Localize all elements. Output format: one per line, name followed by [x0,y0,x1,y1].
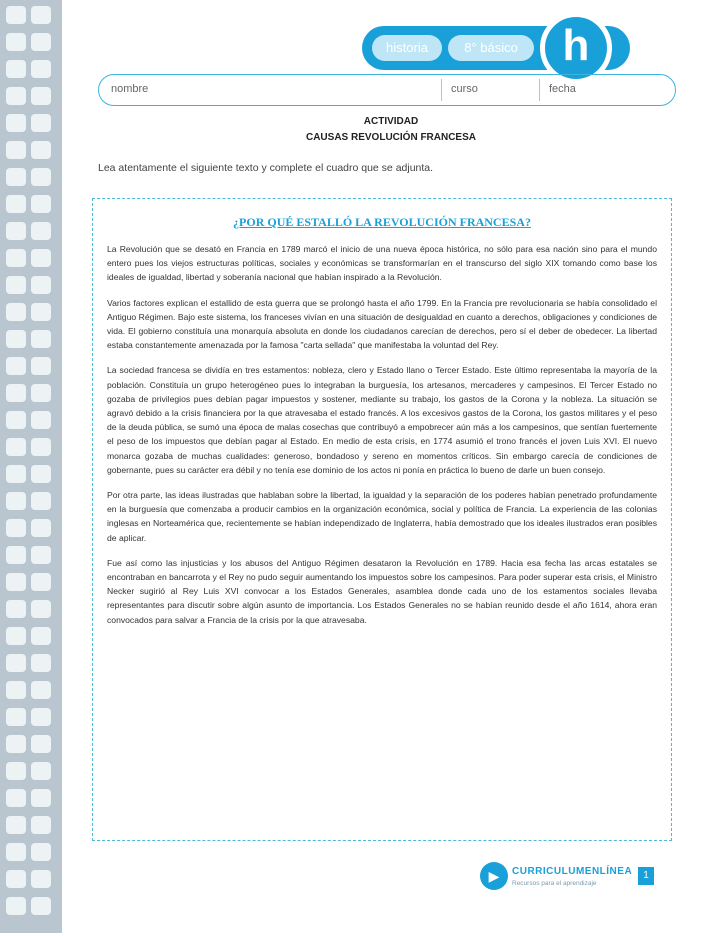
binding-ring [31,681,51,699]
binding-ring [6,897,26,915]
binding-ring [6,735,26,753]
binding-ring [31,573,51,591]
binding-ring [31,816,51,834]
binding-ring-row [6,870,56,888]
binding-ring [31,411,51,429]
binding-ring [6,789,26,807]
binding-ring [6,843,26,861]
divider [441,79,442,101]
binding-ring [31,735,51,753]
binding-ring [6,546,26,564]
binding-ring-row [6,681,56,699]
paragraph: Fue así como las injusticias y los abusos del Antiguo Régimen desataron la Revolución en 1789. Hacia esa fecha las arcas estatales se encontraban en bancarrota y el Rey no pudo seguir aumentando los impuestos sobre los campesinos. Para poder superar esta crisis, el Ministro Necker sugirió al Rey Luis XVI convocar a los Estados Generales, asamblea donde cada uno de los estamentos sociales llevaba representantes para discutir sobre algún asunto de importancia. Los Estados Generales no se habían reunido desde el año 1614, ahora eran convocados para salvar a Francia de la crisis por la que atravesaba. [107,557,657,625]
binding-ring [31,708,51,726]
binding-ring-row [6,546,56,564]
paragraph: La Revolución que se desató en Francia en 1789 marcó el inicio de una nueva época histórica, no sólo para esa nación sino para el mundo entero pues los viejos estructuras políticas, sociales y económicas se transformarían en el transcurso del siglo XIX tomando como base los ideales de igualdad, libertad y soberanía nacional que habían inspirado a la Revolución. [107,244,657,283]
binding-ring [31,330,51,348]
binding-ring [6,222,26,240]
binding-ring [6,195,26,213]
binding-ring-row [6,33,56,51]
binding-ring-row [6,384,56,402]
name-field[interactable]: nombre [111,83,149,95]
binding-ring [31,384,51,402]
binding-ring [31,465,51,483]
binding-ring [31,546,51,564]
binding-ring-row [6,411,56,429]
binding-ring [31,87,51,105]
binding-ring [6,330,26,348]
binding-ring [31,303,51,321]
binding-ring [31,843,51,861]
play-icon: ▶ [480,862,508,890]
grade-tag: 8° básico [448,35,534,61]
binding-ring [31,33,51,51]
history-logo-icon: h [540,12,612,84]
binding-ring [6,60,26,78]
binding-ring-row [6,303,56,321]
binding-ring [31,357,51,375]
binding-ring-row [6,195,56,213]
binding-ring [6,357,26,375]
binding-ring [6,492,26,510]
binding-ring-row [6,141,56,159]
binding-ring [6,438,26,456]
reading-box [92,198,672,841]
binding-ring [31,168,51,186]
binding-ring-row [6,519,56,537]
course-field[interactable]: curso [451,83,478,95]
binding-ring [6,249,26,267]
binding-ring [31,627,51,645]
activity-label: ACTIVIDAD [363,116,419,127]
reading-title: ¿POR QUÉ ESTALLÓ LA REVOLUCIÓN FRANCESA? [233,215,531,229]
binding-ring [31,492,51,510]
binding-ring-row [6,87,56,105]
binding-ring [31,762,51,780]
binding-ring [31,519,51,537]
footer-brand: CURRICULUMENLÍNEA [512,866,633,877]
binding-ring [6,465,26,483]
binding-ring [31,6,51,24]
activity-subtitle: CAUSAS REVOLUCIÓN FRANCESA [305,132,476,143]
binding-ring [6,6,26,24]
binding-ring [6,573,26,591]
binding-ring-row [6,330,56,348]
binding-ring [31,141,51,159]
binding-ring-row [6,357,56,375]
binding-ring-row [6,573,56,591]
binding-ring-row [6,492,56,510]
date-field[interactable]: fecha [549,83,576,95]
binding-ring [31,249,51,267]
binding-ring-row [6,465,56,483]
binding-ring [31,438,51,456]
binding-ring-row [6,735,56,753]
divider [539,79,540,101]
binding-ring [31,600,51,618]
student-info-form [98,74,676,106]
paragraph: La sociedad francesa se dividía en tres estamentos: nobleza, clero y Estado llano o Tercer Estado. Este último representaba la mayoría de la población. Constituía un grupo heterogéneo pues lo integraban la burguesía, los artesanos, mercaderes y campesinos. El Tercer Estado no gozaba de privilegios pues debían pagar impuestos y sostener, mediante su trabajo, los gastos de la Corona y la nobleza. La situación se agravó debido a la crisis financiera por la que atravesaba el estado francés. A los excesivos gastos de la Corona, los gastos militares y el peso de la deuda pública, se sumó una época de malas cosechas que contribuyó a empobrecer aún más a los campesinos, que sentían fuertemente el peso de los impuestos que debían pagar al Estado. En medio de esta crisis, en 1774 asumió el trono francés el joven Luis XVI. El nuevo monarca gozaba de muchas cualidades: generoso, bondadoso y sereno en momentos críticos. Sin embargo carecía de condiciones de gobernante, pues su carácter era débil y no tenía ese dominio de los actos ni ponía en práctica lo bueno de darle un buen consejo. [107,365,657,475]
binding-ring [6,303,26,321]
binding-ring-row [6,168,56,186]
binding-ring-row [6,438,56,456]
binding-ring-row [6,708,56,726]
binding-rings [6,6,56,924]
instructions: Lea atentamente el siguiente texto y complete el cuadro que se adjunta. [98,162,434,174]
binding-ring [31,789,51,807]
paragraph: Por otra parte, las ideas ilustradas que hablaban sobre la libertad, la igualdad y la separación de los poderes habían penetrado profundamente en la burguesía que comenzaba a producir cambios en la organización económica, social y política de Francia. La experiencia de las colonias inglesas en Norteamérica que, recientemente se habían independizado de Inglaterra, había demostrado que los ideales ilustrados eran posibles de aplicar. [107,490,657,543]
subject-tag: historia [372,35,442,61]
binding-ring [6,276,26,294]
binding-ring [6,384,26,402]
binding-ring [6,519,26,537]
binding-ring [6,627,26,645]
binding-ring-row [6,789,56,807]
binding-ring [6,681,26,699]
binding-ring [6,708,26,726]
binding-ring [6,141,26,159]
binding-ring [31,897,51,915]
binding-ring-row [6,816,56,834]
binding-ring [6,654,26,672]
binding-ring-row [6,600,56,618]
binding-ring [6,600,26,618]
binding-ring-row [6,654,56,672]
page-number: 1 [638,867,654,885]
binding-ring [31,654,51,672]
binding-ring [31,60,51,78]
binding-ring-row [6,897,56,915]
binding-ring-row [6,843,56,861]
binding-ring-row [6,276,56,294]
binding-ring-row [6,222,56,240]
binding-ring [6,816,26,834]
binding-ring [31,870,51,888]
binding-ring [31,222,51,240]
binding-ring [31,276,51,294]
paragraph: Varios factores explican el estallido de esta guerra que se prolongó hasta el año 1799. En la Francia pre revolucionaria se había consolidado el Antiguo Régimen. Bajo este sistema, los franceses vivían en una situación de desigualdad en cuanto a derechos, obligaciones y condiciones de vida. El gobierno constituía una monarquía absoluta en donde los ciudadanos carecían de derechos, pero sí el deber de obedecer. La libertad estaba constantemente amenazada por la famosa "carta sellada" que manifestaba la voluntad del Rey. [107,297,657,351]
binding-ring-row [6,627,56,645]
binding-ring [6,762,26,780]
binding-ring [6,87,26,105]
binding-ring [6,33,26,51]
binding-ring-row [6,249,56,267]
binding-ring-row [6,762,56,780]
binding-ring-row [6,6,56,24]
binding-ring [6,870,26,888]
footer-tagline: Recursos para el aprendizaje [512,880,597,887]
binding-ring [6,168,26,186]
binding-ring [31,195,51,213]
binding-ring [6,411,26,429]
binding-ring-row [6,60,56,78]
